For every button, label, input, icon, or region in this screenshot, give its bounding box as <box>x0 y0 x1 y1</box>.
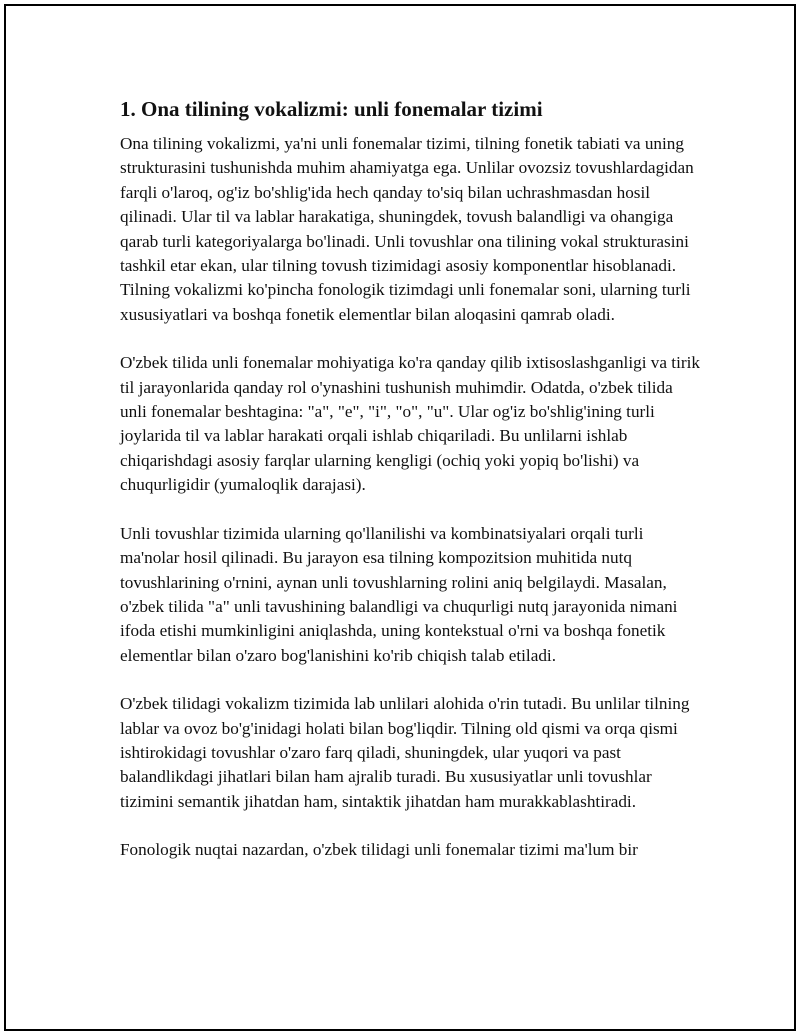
section-title: 1. Ona tilining vokalizmi: unli fonemalar tizimi <box>120 97 543 121</box>
paragraph-3: Unli tovushlar tizimida ularning qo'llanilishi va kombinatsiyalari orqali turli ma'nolar hosil qilinadi. Bu jarayon esa tilning kompozitsion muhitida nutq tovushlarining o'rnini, aynan unli tovushlarning rolini aniq belgilaydi. Masalan, o'zbek tilida "a" unli tavushining balandligi va chuqurligi nutq jarayonida nimani ifoda etishi mumkinligini aniqlashda, uning kontekstual o'rni va boshqa fonetik elementlar bilan o'zaro bog'lanishini ko'rib chiqish talab etiladi. <box>120 523 678 665</box>
paragraph-5: Fonologik nuqtai nazardan, o'zbek tilidagi unli fonemalar tizimi ma'lum bir <box>120 840 638 860</box>
paragraph-4: O'zbek tilidagi vokalizm tizimida lab unlilari alohida o'rin tutadi. Bu unlilar tilning lablar va ovoz bo'g'inidagi holati bilan bog'liqdir. Tilning old qismi va orqa qismi ishtirokidagi tovushlar o'zaro farq qiladi, shuningdek, ular yuqori va past balandlikdagi jihatlari bilan ham ajralib turadi. Bu xususiyatlar unli tovushlar tizimini semantik jihatdan ham, sintaktik jihatdan ham murakkablashtiradi. <box>120 694 690 811</box>
paragraph-2: O'zbek tilida unli fonemalar mohiyatiga ko'ra qanday qilib ixtisoslashganligi va tirik til jarayonlarida qanday rol o'ynashini tushunish muhimdir. Odatda, o'zbek tilida unli fonemalar beshtagina: "a", "e", "i", "o", "u". Ular og'iz bo'shlig'ining turli joylarida til va lablar harakati orqali ishlab chiqariladi. Bu unlilarni ishlab chiqarishdagi asosiy farqlar ularning kengligi (ochiq yoki yopiq bo'lishi) va chuqurligidir (yumaloqlik darajasi). <box>120 353 700 495</box>
paragraph-1: Ona tilining vokalizmi, ya'ni unli fonemalar tizimi, tilning fonetik tabiati va uning strukturasini tushunishda muhim ahamiyatga ega. Unlilar ovozsiz tovushlardagidan farqli o'laroq, og'iz bo'shlig'ida hech qanday to'siq bilan uchrashmasdan hosil qilinadi. Ular til va lablar harakatiga, shuningdek, tovush balandligi va ohangiga qarab turli kategoriyalarga bo'linadi. Unli tovushlar ona tilining vokal strukturasini tashkil etar ekan, ular tilning tovush tizimidagi asosiy komponentlar hisoblanadi. Tilning vokalizmi ko'pincha fonologik tizimdagi unli fonemalar soni, ularning turli xususiyatlari va boshqa fonetik elementlar bilan aloqasini qamrab oladi. <box>120 134 694 324</box>
document-body <box>120 94 700 887</box>
page-frame <box>4 4 796 1031</box>
